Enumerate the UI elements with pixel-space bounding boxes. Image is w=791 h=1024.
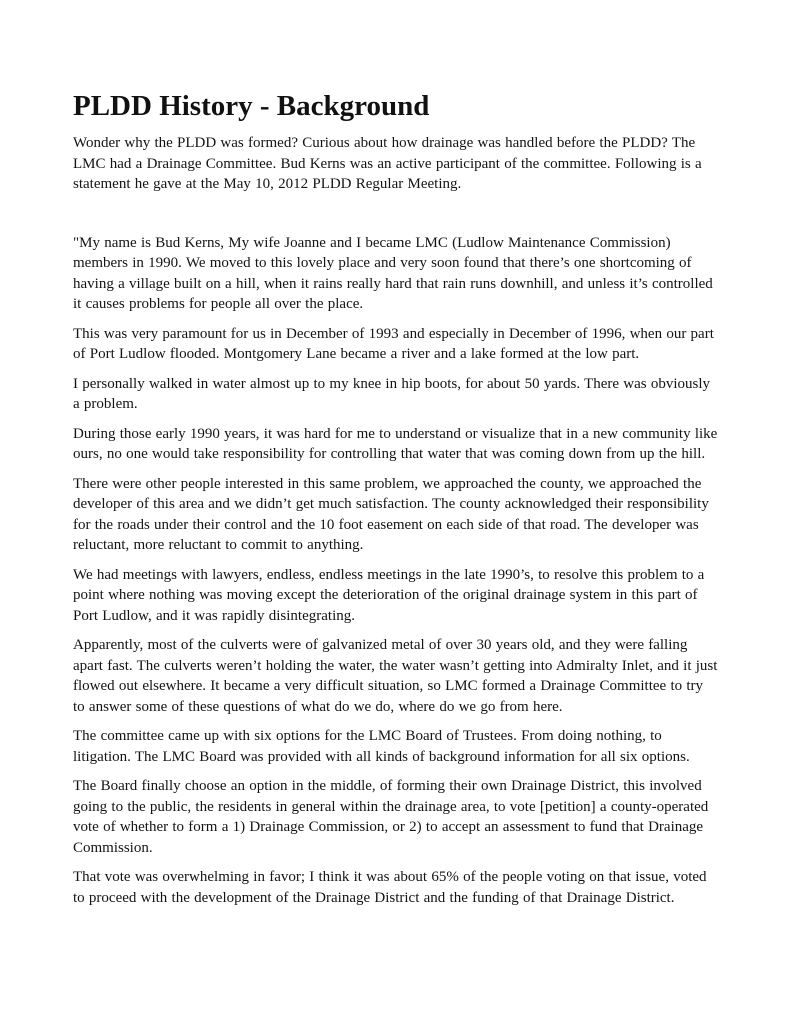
body-paragraph: During those early 1990 years, it was hard for me to understand or visualize that in a new community like ours, no one would take responsibility for controlling that water that was coming down from up the hill. (73, 425, 718, 462)
body-paragraph: This was very paramount for us in December of 1993 and especially in December of 1996, when our part of Port Ludlow flooded. Montgomery Lane became a river and a lake formed at the low part. (73, 325, 714, 362)
body-paragraph: That vote was overwhelming in favor; I think it was about 65% of the people voting on that issue, voted to proceed with the development of the Drainage District and the funding of that Drainage District. (73, 869, 707, 906)
page-title: PLDD History - Background (73, 90, 430, 122)
body-paragraph: The committee came up with six options for the LMC Board of Trustees. From doing nothing, to litigation. The LMC Board was provided with all kinds of background information for all six options. (73, 728, 690, 765)
body-paragraph: Apparently, most of the culverts were of galvanized metal of over 30 years old, and they were falling apart fast. The culverts weren’t holding the water, the water wasn’t getting into Admiralty Inlet, and it just flowed out elsewhere. It became a very difficult situation, so LMC formed a Drainage Committee to try to answer some of these questions of what do we do, where do we go from here. (73, 637, 718, 715)
intro-paragraph: Wonder why the PLDD was formed? Curious about how drainage was handled before the PLDD? The LMC had a Drainage Committee. Bud Kerns was an active participant of the committee. Following is a statement he gave at the May 10, 2012 PLDD Regular Meeting. (73, 135, 702, 192)
body-paragraph: The Board finally choose an option in the middle, of forming their own Drainage District, this involved going to the public, the residents in general within the drainage area, to vote [petition] a county-operated vote of whether to form a 1) Drainage Commission, or 2) to accept an assessment to fund that Drainage Commission. (73, 778, 709, 856)
body-paragraph: "My name is Bud Kerns, My wife Joanne and I became LMC (Ludlow Maintenance Commission) members in 1990. We moved to this lovely place and very soon found that there’s one shortcoming of having a village built on a hill, when it rains really hard that rain runs downhill, and unless it’s controlled it causes problems for people all over the place. (73, 234, 713, 312)
body-paragraph: We had meetings with lawyers, endless, endless meetings in the late 1990’s, to resolve this problem to a point where nothing was moving except the deterioration of the original drainage system in this part of Port Ludlow, and it was rapidly disintegrating. (73, 566, 705, 624)
body-paragraph: There were other people interested in this same problem, we approached the county, we approached the developer of this area and we didn’t get much satisfaction. The county acknowledged their responsibility for the roads under their control and the 10 foot easement on each side of that road. The developer was reluctant, more reluctant to commit to anything. (73, 475, 709, 553)
body-paragraph: I personally walked in water almost up to my knee in hip boots, for about 50 yards. There was obviously a problem. (73, 375, 711, 412)
